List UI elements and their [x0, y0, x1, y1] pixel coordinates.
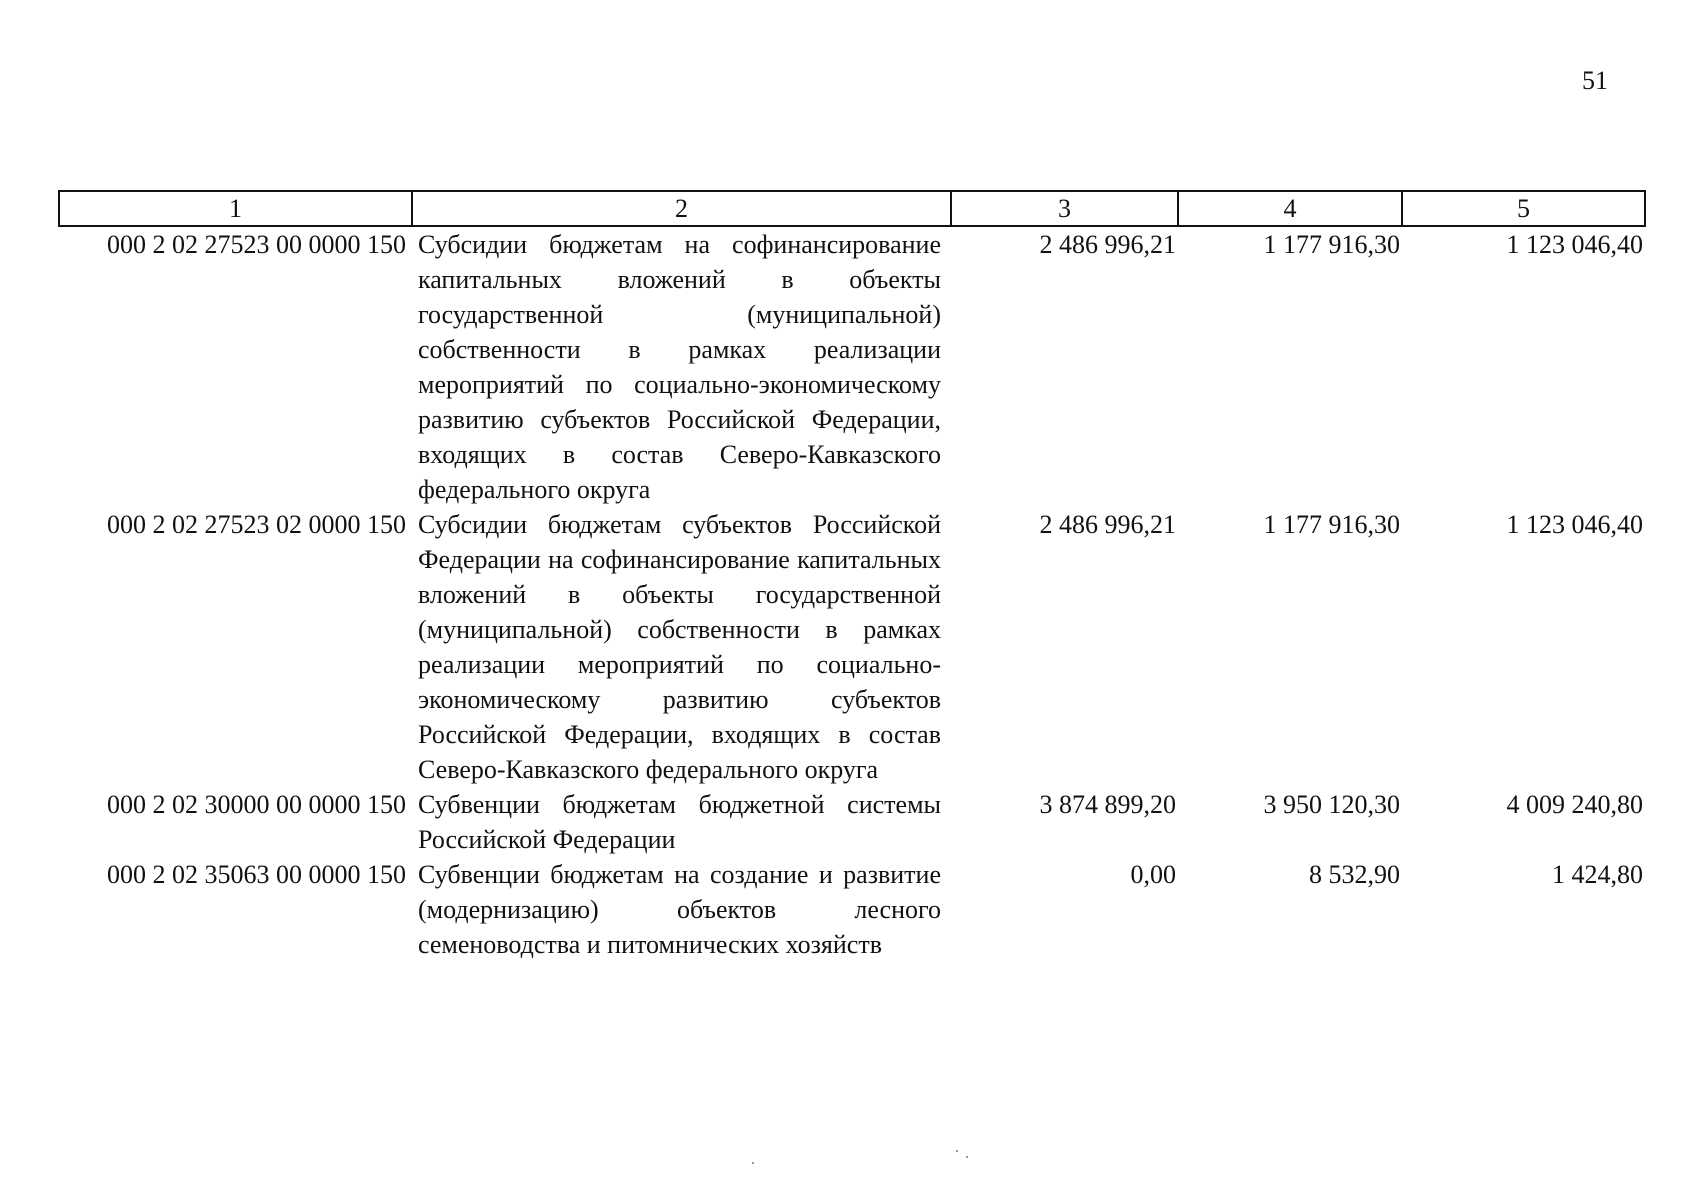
scan-speck: [956, 1150, 958, 1152]
description-cell: Субвенции бюджетам бюджетной системы Российской Федерации: [418, 790, 941, 854]
description-cell: Субсидии бюджетам на софинансирование капитальных вложений в объекты государственной (муниципальной) собственности в рамках реализации мероприятий по социально-экономическому развитию субъектов Российской Федерации, входящих в состав Северо-Кавказского федерального округа: [418, 230, 941, 504]
amount-col4-cell: 1 177 916,30: [1263, 510, 1400, 539]
amount-col4-cell: 1 177 916,30: [1263, 230, 1400, 259]
column-header-3: 3: [951, 191, 1178, 226]
amount-col3-cell: 0,00: [1130, 860, 1176, 889]
budget-code-cell: 000 2 02 30000 00 0000 150: [107, 790, 406, 819]
table-row: [59, 507, 1645, 787]
page-number: 51: [1582, 66, 1608, 95]
column-header-1: 1: [59, 191, 412, 226]
header-row: [59, 191, 1645, 226]
amount-col4-cell: 8 532,90: [1309, 860, 1400, 889]
amount-col4-cell: 3 950 120,30: [1263, 790, 1400, 819]
scan-speck: [752, 1162, 754, 1164]
amount-col5-cell: 1 424,80: [1552, 860, 1643, 889]
table-body: [59, 226, 1645, 962]
table-row: [59, 857, 1645, 962]
amount-col5-cell: 1 123 046,40: [1506, 510, 1643, 539]
amount-col3-cell: 3 874 899,20: [1039, 790, 1176, 819]
budget-table: [58, 190, 1646, 962]
description-cell: Субвенции бюджетам на создание и развитие (модернизацию) объектов лесного семеноводства и питомнических хозяйств: [418, 860, 941, 959]
column-header-4: 4: [1178, 191, 1402, 226]
column-header-2: 2: [412, 191, 951, 226]
budget-code-cell: 000 2 02 35063 00 0000 150: [107, 860, 406, 889]
table-row: [59, 787, 1645, 857]
budget-code-cell: 000 2 02 27523 00 0000 150: [107, 230, 406, 259]
scan-speck: [966, 1156, 968, 1158]
description-cell: Субсидии бюджетам субъектов Российской Федерации на софинансирование капитальных вложений в объекты государственной (муниципальной) собственности в рамках реализации мероприятий по социально-экономическому развитию субъектов Российской Федерации, входящих в состав Северо-Кавказского федерального округа: [418, 510, 941, 784]
amount-col5-cell: 1 123 046,40: [1506, 230, 1643, 259]
amount-col3-cell: 2 486 996,21: [1039, 510, 1176, 539]
table-row: [59, 226, 1645, 507]
budget-code-cell: 000 2 02 27523 02 0000 150: [107, 510, 406, 539]
column-header-5: 5: [1402, 191, 1645, 226]
amount-col3-cell: 2 486 996,21: [1039, 230, 1176, 259]
amount-col5-cell: 4 009 240,80: [1506, 790, 1643, 819]
table-header: [59, 191, 1645, 226]
